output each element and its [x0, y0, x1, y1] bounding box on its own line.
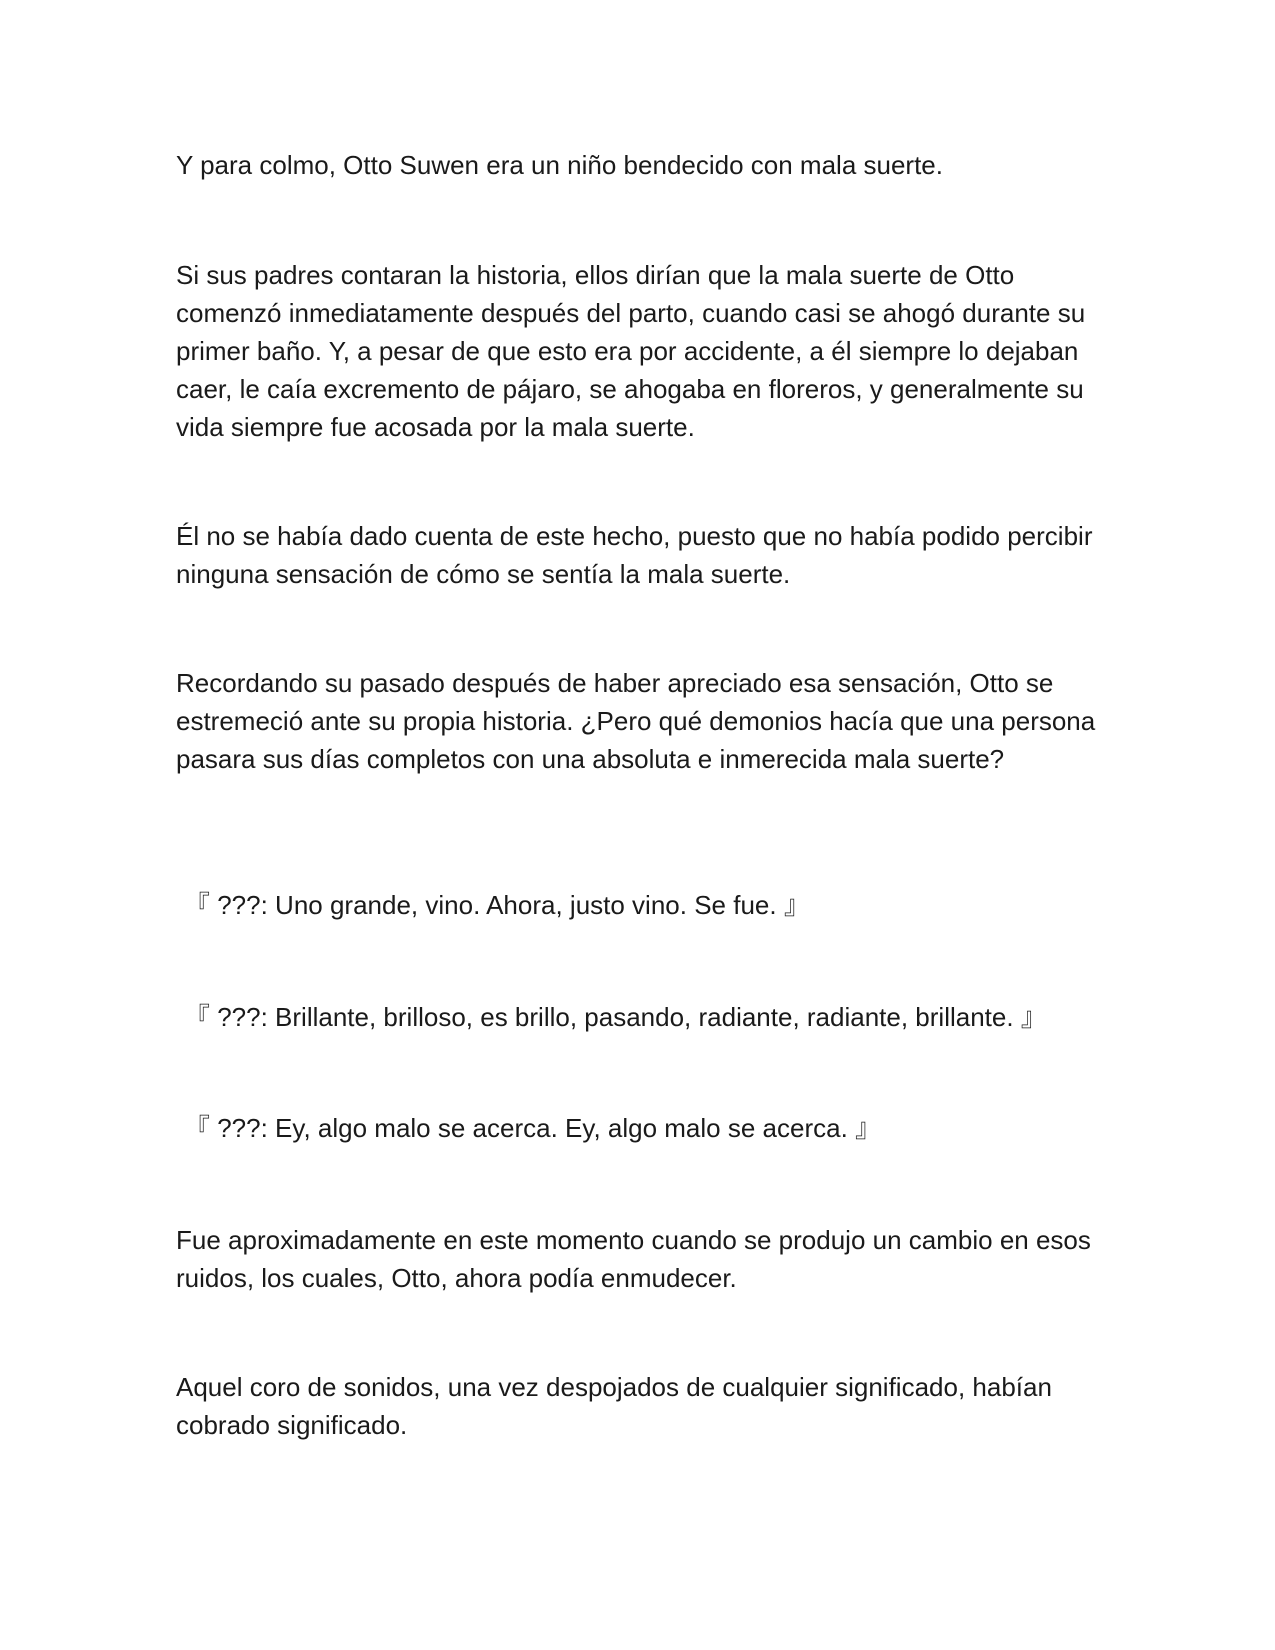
paragraph-recalling-past: Recordando su pasado después de haber apreciado esa sensación, Otto se estremeció ante su propia historia. ¿Pero qué demonios hacía que una persona pasara sus días completos con una absoluta e inmerecida mala suerte? — [176, 668, 1096, 774]
dialogue-line-3: 『 ???: Ey, algo malo se acerca. Ey, algo malo se acerca. 』 — [184, 1113, 882, 1143]
paragraph-change-in-noises: Fue aproximadamente en este momento cuando se produjo un cambio en esos ruidos, los cuales, Otto, ahora podía enmudecer. — [176, 1225, 1091, 1293]
paragraph-unaware: Él no se había dado cuenta de este hecho, puesto que no había podido percibir ninguna sensación de cómo se sentía la mala suerte. — [176, 521, 1093, 589]
paragraph-chorus-of-sounds: Aquel coro de sonidos, una vez despojados de cualquier significado, habían cobrado significado. — [176, 1372, 1052, 1440]
dialogue-line-1: 『 ???: Uno grande, vino. Ahora, justo vino. Se fue. 』 — [184, 890, 810, 920]
paragraph-parents-story: Si sus padres contaran la historia, ellos dirían que la mala suerte de Otto comenzó inmediatamente después del parto, cuando casi se ahogó durante su primer baño. Y, a pesar de que esto era por accidente, a él siempre lo dejaban caer, le caía excremento de pájaro, se ahogaba en floreros, y generalmente su vida siempre fue acosada por la mala suerte. — [176, 260, 1086, 442]
dialogue-line-2: 『 ???: Brillante, brilloso, es brillo, pasando, radiante, radiante, brillante. 』 — [184, 1002, 1047, 1032]
paragraph-intro: Y para colmo, Otto Suwen era un niño bendecido con mala suerte. — [176, 150, 943, 180]
